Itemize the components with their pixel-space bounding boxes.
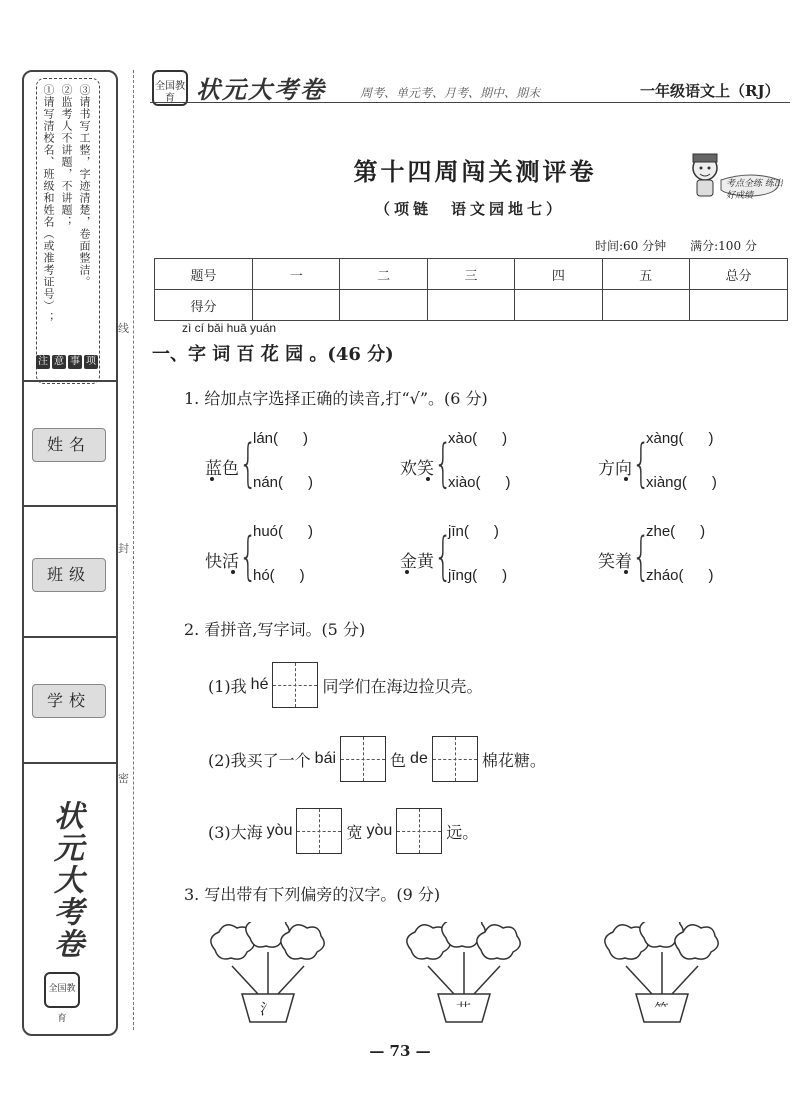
pinyin-text: bái <box>314 750 337 767</box>
divider <box>22 505 118 507</box>
item-word: 蓝色 <box>205 459 239 479</box>
notice-line-3: ③请书写工整，字迹清楚，卷面整洁。 <box>78 84 91 288</box>
cut-label-secret: 密 <box>118 772 129 785</box>
tian-grid-box[interactable] <box>296 808 342 854</box>
pinyin-text: yòu <box>366 822 393 839</box>
radical-label: ⺮ <box>654 1000 670 1018</box>
pinyin-text: hé <box>250 676 269 693</box>
writing-line-2 <box>208 736 546 782</box>
brace-icon: { <box>434 434 453 494</box>
header-rule <box>150 102 790 103</box>
score-input-cell[interactable] <box>253 290 340 321</box>
table-cell: 题号 <box>155 259 253 290</box>
tian-grid-box[interactable] <box>432 736 478 782</box>
header-brand: 状元大考卷 <box>196 75 326 104</box>
option-b[interactable]: hó( ) <box>253 567 305 584</box>
notice-char: 事 <box>70 356 80 367</box>
table-row <box>155 259 788 290</box>
line-text: 宽 <box>346 822 363 842</box>
table-cell: 五 <box>602 259 689 290</box>
item-word: 快活 <box>205 552 239 572</box>
table-cell: 总分 <box>690 259 788 290</box>
page-subtitle: （项链 语文园地七） <box>374 200 565 218</box>
writing-line-3 <box>208 808 478 854</box>
table-cell: 四 <box>515 259 602 290</box>
divider <box>22 636 118 638</box>
pinyin-text: de <box>410 750 428 767</box>
reading-item <box>400 430 560 500</box>
option-b[interactable]: xiàng( ) <box>646 474 717 491</box>
divider <box>22 762 118 764</box>
section-title: 一、字 词 百 花 园 。(46 分) <box>152 344 394 365</box>
notice-title <box>36 355 98 369</box>
score-input-cell[interactable] <box>602 290 689 321</box>
reading-item <box>598 523 758 593</box>
option-b[interactable]: nán( ) <box>253 474 314 491</box>
item-word: 金黄 <box>400 552 434 572</box>
table-cell: 三 <box>427 259 514 290</box>
score-input-cell[interactable] <box>427 290 514 321</box>
page-title: 第十四周闯关测评卷 <box>353 157 597 186</box>
option-a[interactable]: xàng( ) <box>646 430 714 447</box>
score-input-cell[interactable] <box>515 290 602 321</box>
notice-line-1: ①请写清校名、班级和姓名（或准考证号）； <box>42 84 55 324</box>
line-text: (2)我买了一个 <box>208 750 311 770</box>
table-cell: 得分 <box>155 290 253 321</box>
brace-icon: { <box>239 527 258 587</box>
notice-char: 意 <box>54 356 64 367</box>
notice-char: 注 <box>38 356 48 367</box>
score-table <box>154 258 788 321</box>
option-a[interactable]: huó( ) <box>253 523 314 540</box>
item-word: 笑着 <box>598 552 632 572</box>
section-pinyin: zì cí bǎi huā yuán <box>182 321 277 335</box>
reading-item <box>205 430 365 500</box>
brace-icon: { <box>632 527 651 587</box>
question-1-title: 1. 给加点字选择正确的读音,打“√”。(6 分) <box>184 389 488 408</box>
question-3-title: 3. 写出带有下列偏旁的汉字。(9 分) <box>184 885 441 904</box>
line-text: 色 <box>390 750 407 770</box>
brace-icon: { <box>632 434 651 494</box>
line-text: 棉花糖。 <box>481 750 546 770</box>
score-input-cell[interactable] <box>340 290 427 321</box>
line-text: 远。 <box>446 822 479 842</box>
name-field-label: 姓名 <box>32 428 106 462</box>
radical-label: 艹 <box>456 1000 472 1018</box>
divider <box>22 380 118 382</box>
header-subtitle: 周考、单元考、月考、期中、期末 <box>360 86 541 100</box>
brace-icon: { <box>434 527 453 587</box>
tian-grid-box[interactable] <box>272 662 318 708</box>
option-b[interactable]: zháo( ) <box>646 567 714 584</box>
table-row <box>155 290 788 321</box>
notice-char: 项 <box>86 356 96 367</box>
header-grade: 一年级语文上（RJ） <box>640 82 780 100</box>
cut-label-seal: 封 <box>118 542 129 555</box>
sidebar-brand: 状元大考卷 <box>48 800 83 960</box>
option-b[interactable]: xiào( ) <box>448 474 511 491</box>
option-a[interactable]: zhe( ) <box>646 523 706 540</box>
radical-label: 氵 <box>260 1000 276 1018</box>
question-2-title: 2. 看拼音,写字词。(5 分) <box>184 620 366 639</box>
line-text: (3)大海 <box>208 822 263 842</box>
reading-item <box>400 523 560 593</box>
line-text: (1)我 <box>208 676 247 696</box>
flower-pot <box>594 922 724 1026</box>
option-a[interactable]: jīn( ) <box>448 523 499 540</box>
score-input-cell[interactable] <box>690 290 788 321</box>
line-text: 同学们在海边捡贝壳。 <box>322 676 483 696</box>
brace-icon: { <box>239 434 258 494</box>
tian-grid-box[interactable] <box>396 808 442 854</box>
school-field-label: 学校 <box>32 684 106 718</box>
class-field-label: 班级 <box>32 558 106 592</box>
reading-item <box>598 430 758 500</box>
time-info: 时间:60 分钟 满分:100 分 <box>595 239 757 253</box>
notice-line-2: ②监考人不讲题，不讲题； <box>60 84 73 228</box>
item-word: 方向 <box>598 459 632 479</box>
item-word: 欢笑 <box>400 459 434 479</box>
tian-grid-box[interactable] <box>340 736 386 782</box>
flower-pot <box>200 922 330 1026</box>
table-cell: 一 <box>253 259 340 290</box>
reading-item <box>205 523 365 593</box>
page-number: — 73 — <box>369 1042 431 1060</box>
header-logo-text: 全国教育 <box>155 81 185 104</box>
table-cell: 二 <box>340 259 427 290</box>
mascot-slogan: 考点全练 练出好成绩 <box>726 179 783 201</box>
writing-line-1 <box>208 662 482 708</box>
header-logo <box>152 70 188 106</box>
option-a[interactable]: lán( ) <box>253 430 309 447</box>
cut-label-line: 线 <box>118 322 129 335</box>
sidebar-logo: 全国教育 <box>44 972 80 1008</box>
option-a[interactable]: xào( ) <box>448 430 508 447</box>
option-b[interactable]: jīng( ) <box>448 567 508 584</box>
flower-pot <box>396 922 526 1026</box>
pinyin-text: yòu <box>266 822 293 839</box>
